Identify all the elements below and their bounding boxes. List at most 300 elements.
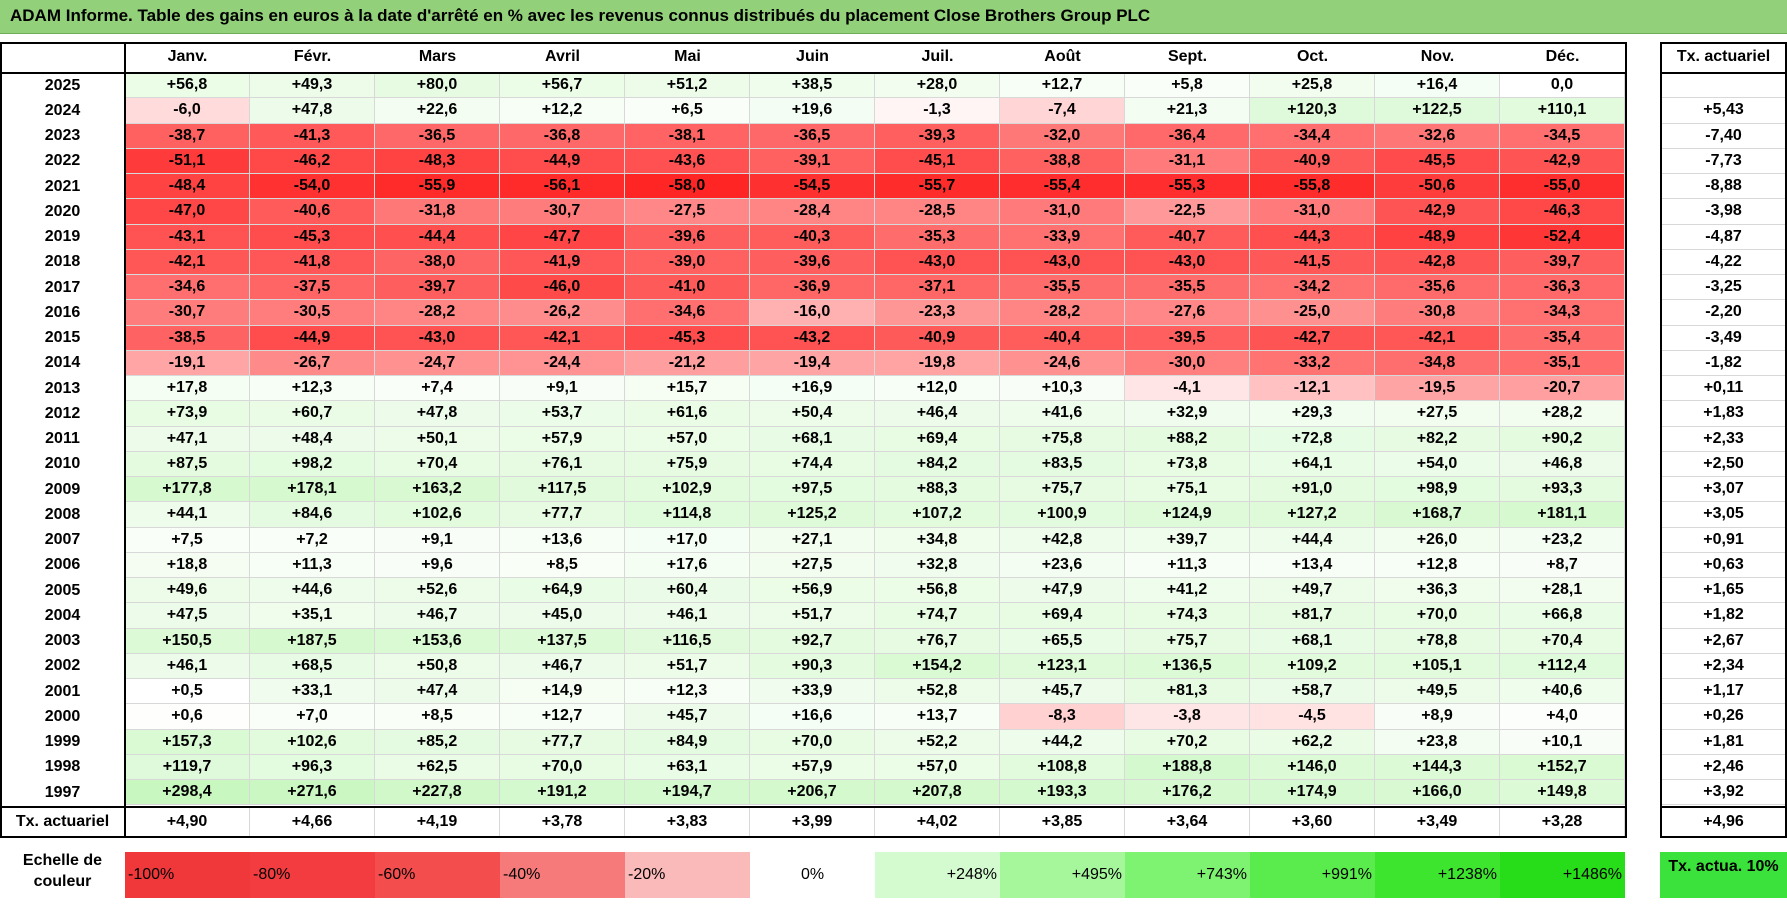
table-cell: +15,7: [625, 376, 750, 401]
table-cell: +109,2: [1250, 654, 1375, 679]
footer-cell: +4,19: [375, 807, 500, 837]
table-cell: +166,0: [1375, 780, 1500, 805]
legend-swatch: -80%: [250, 852, 375, 898]
table-cell: +17,6: [625, 553, 750, 578]
table-cell: +206,7: [750, 780, 875, 805]
table-cell: -43,0: [875, 250, 1000, 275]
table-cell: -24,6: [1000, 351, 1125, 376]
table-cell: -45,5: [1375, 149, 1500, 174]
table-cell: +11,3: [250, 553, 375, 578]
table-cell: -35,6: [1375, 275, 1500, 300]
table-cell: +50,8: [375, 654, 500, 679]
table-cell: +57,0: [625, 427, 750, 452]
table-cell: +49,5: [1375, 679, 1500, 704]
table-cell: +107,2: [875, 502, 1000, 527]
table-cell: +50,4: [750, 401, 875, 426]
legend-swatch: 0%: [750, 852, 875, 898]
table-cell: -19,8: [875, 351, 1000, 376]
table-cell: +227,8: [375, 780, 500, 805]
table-cell: -38,7: [125, 124, 250, 149]
table-cell: +298,4: [125, 780, 250, 805]
table-cell: +33,9: [750, 679, 875, 704]
table-cell: -39,6: [750, 250, 875, 275]
table-cell: +60,4: [625, 578, 750, 603]
table-cell: -31,0: [1000, 199, 1125, 224]
row-year: 2021: [44, 177, 81, 195]
table-cell: +10,3: [1000, 376, 1125, 401]
table-cell: -35,5: [1125, 275, 1250, 300]
table-cell: -3,8: [1125, 704, 1250, 729]
row-tx: +1,81: [1660, 730, 1787, 755]
table-cell: +93,3: [1500, 477, 1625, 502]
row-tx: +3,07: [1660, 477, 1787, 502]
legend-swatch: +1238%: [1375, 852, 1500, 898]
legend-swatch: +1486%: [1500, 852, 1625, 898]
table-cell: -39,7: [1500, 250, 1625, 275]
table-cell: +181,1: [1500, 502, 1625, 527]
column-header: Avril: [545, 48, 580, 65]
table-cell: +116,5: [625, 629, 750, 654]
table-cell: -28,4: [750, 199, 875, 224]
table-cell: -4,5: [1250, 704, 1375, 729]
row-year: 2006: [44, 556, 81, 574]
table-cell: +7,0: [250, 704, 375, 729]
table-cell: +69,4: [1000, 603, 1125, 628]
table-cell: +0,6: [125, 704, 250, 729]
row-year: 2010: [44, 455, 81, 473]
table-cell: +8,9: [1375, 704, 1500, 729]
column-header: Juil.: [921, 48, 954, 65]
table-cell: +9,1: [375, 528, 500, 553]
table-cell: +56,9: [750, 578, 875, 603]
table-cell: +73,8: [1125, 452, 1250, 477]
row-tx: +1,82: [1660, 603, 1787, 628]
table-cell: +12,7: [1000, 73, 1125, 98]
row-year: 2024: [44, 101, 81, 119]
table-cell: +68,1: [750, 427, 875, 452]
table-cell: -40,4: [1000, 326, 1125, 351]
table-cell: +60,7: [250, 401, 375, 426]
table-cell: +153,6: [375, 629, 500, 654]
table-cell: -52,4: [1500, 225, 1625, 250]
column-header: Déc.: [1545, 48, 1580, 65]
column-header: Sept.: [1167, 48, 1208, 65]
table-cell: -41,5: [1250, 250, 1375, 275]
column-header: Juin: [796, 48, 829, 65]
table-cell: +70,4: [1500, 629, 1625, 654]
row-tx: +2,33: [1660, 427, 1787, 452]
table-cell: +52,6: [375, 578, 500, 603]
row-year: 2011: [45, 430, 80, 448]
table-cell: +157,3: [125, 730, 250, 755]
table-cell: -47,7: [500, 225, 625, 250]
row-tx: +2,50: [1660, 452, 1787, 477]
table-cell: +51,2: [625, 73, 750, 98]
table-cell: -39,5: [1125, 326, 1250, 351]
column-header: Févr.: [293, 48, 332, 65]
row-year: 2020: [44, 202, 81, 220]
footer-cell: +3,85: [1000, 807, 1125, 837]
table-cell: +75,9: [625, 452, 750, 477]
table-cell: +6,5: [625, 98, 750, 123]
table-cell: -55,0: [1500, 174, 1625, 199]
row-year: 1999: [44, 733, 81, 751]
column-header: Janv.: [167, 48, 208, 65]
table-cell: +70,2: [1125, 730, 1250, 755]
table-cell: -42,9: [1375, 199, 1500, 224]
table-cell: -8,3: [1000, 704, 1125, 729]
table-cell: +75,8: [1000, 427, 1125, 452]
table-cell: -23,3: [875, 300, 1000, 325]
row-tx: +5,43: [1660, 98, 1787, 123]
table-cell: +149,8: [1500, 780, 1625, 805]
table-cell: +46,1: [125, 654, 250, 679]
row-year: 2013: [44, 379, 81, 397]
table-cell: -37,1: [875, 275, 1000, 300]
table-cell: -42,9: [1500, 149, 1625, 174]
table-cell: -39,0: [625, 250, 750, 275]
row-tx: +0,91: [1660, 528, 1787, 553]
table-cell: -28,2: [375, 300, 500, 325]
table-cell: -48,9: [1375, 225, 1500, 250]
table-cell: -16,0: [750, 300, 875, 325]
table-cell: +17,0: [625, 528, 750, 553]
table-cell: -33,2: [1250, 351, 1375, 376]
table-cell: +25,8: [1250, 73, 1375, 98]
row-tx: -4,87: [1660, 225, 1787, 250]
table-cell: +22,6: [375, 98, 500, 123]
table-cell: +188,8: [1125, 755, 1250, 780]
table-cell: +13,4: [1250, 553, 1375, 578]
table-cell: -55,8: [1250, 174, 1375, 199]
table-cell: +74,4: [750, 452, 875, 477]
table-cell: -36,5: [375, 124, 500, 149]
table-cell: -22,5: [1125, 199, 1250, 224]
table-cell: +35,1: [250, 603, 375, 628]
row-tx: -8,88: [1660, 174, 1787, 199]
table-cell: -26,7: [250, 351, 375, 376]
table-cell: +42,8: [1000, 528, 1125, 553]
table-cell: +194,7: [625, 780, 750, 805]
year-divider: [124, 42, 126, 837]
table-cell: +73,9: [125, 401, 250, 426]
table-cell: +7,2: [250, 528, 375, 553]
table-cell: -20,7: [1500, 376, 1625, 401]
table-cell: -30,7: [125, 300, 250, 325]
page-title: ADAM Informe. Table des gains en euros à la date d'arrêté en % avec les revenus connus distribués du placement Close Brothers Group PLC: [10, 6, 1151, 25]
table-cell: +8,5: [500, 553, 625, 578]
footer-cell: +4,90: [125, 807, 250, 837]
row-year: 2019: [44, 228, 81, 246]
table-cell: +108,8: [1000, 755, 1125, 780]
row-tx: +1,17: [1660, 679, 1787, 704]
table-cell: +51,7: [625, 654, 750, 679]
table-cell: -45,3: [625, 326, 750, 351]
table-cell: +207,8: [875, 780, 1000, 805]
table-cell: +29,3: [1250, 401, 1375, 426]
table-cell: +5,8: [1125, 73, 1250, 98]
table-cell: -24,7: [375, 351, 500, 376]
table-cell: +46,4: [875, 401, 1000, 426]
table-cell: +62,2: [1250, 730, 1375, 755]
table-cell: +124,9: [1125, 502, 1250, 527]
row-year: 2023: [44, 127, 81, 145]
table-cell: +53,7: [500, 401, 625, 426]
table-cell: +44,6: [250, 578, 375, 603]
legend-swatch: +991%: [1250, 852, 1375, 898]
table-cell: +152,7: [1500, 755, 1625, 780]
table-cell: -32,0: [1000, 124, 1125, 149]
row-year: 2015: [44, 329, 81, 347]
row-tx: +0,11: [1660, 376, 1787, 401]
table-cell: -40,9: [1250, 149, 1375, 174]
table-cell: +102,6: [375, 502, 500, 527]
table-cell: +114,8: [625, 502, 750, 527]
table-cell: -41,0: [625, 275, 750, 300]
row-year: 2003: [44, 632, 81, 650]
table-cell: +9,1: [500, 376, 625, 401]
table-cell: +70,0: [1375, 603, 1500, 628]
table-cell: +117,5: [500, 477, 625, 502]
table-cell: +125,2: [750, 502, 875, 527]
table-cell: +16,4: [1375, 73, 1500, 98]
table-cell: -44,9: [250, 326, 375, 351]
table-cell: -42,1: [500, 326, 625, 351]
column-header: Nov.: [1420, 48, 1455, 65]
table-cell: -32,6: [1375, 124, 1500, 149]
table-cell: +12,8: [1375, 553, 1500, 578]
table-cell: +57,0: [875, 755, 1000, 780]
table-cell: -42,8: [1375, 250, 1500, 275]
table-cell: +105,1: [1375, 654, 1500, 679]
table-cell: -26,2: [500, 300, 625, 325]
legend-swatch: -100%: [125, 852, 250, 898]
table-cell: +168,7: [1375, 502, 1500, 527]
row-tx: -3,49: [1660, 326, 1787, 351]
table-cell: -33,9: [1000, 225, 1125, 250]
table-cell: +271,6: [250, 780, 375, 805]
table-cell: -19,5: [1375, 376, 1500, 401]
title-bar: [0, 0, 1787, 34]
table-cell: +191,2: [500, 780, 625, 805]
row-year: 2009: [44, 480, 81, 498]
table-cell: +47,1: [125, 427, 250, 452]
row-tx: -7,40: [1660, 124, 1787, 149]
table-cell: +91,0: [1250, 477, 1375, 502]
table-cell: +44,2: [1000, 730, 1125, 755]
table-cell: -36,3: [1500, 275, 1625, 300]
tx-legend: Tx. actua. 10%: [1660, 852, 1787, 898]
legend-swatch: -60%: [375, 852, 500, 898]
table-cell: +17,8: [125, 376, 250, 401]
table-cell: +12,3: [250, 376, 375, 401]
table-cell: +68,5: [250, 654, 375, 679]
table-cell: +69,4: [875, 427, 1000, 452]
table-cell: +76,7: [875, 629, 1000, 654]
table-cell: +70,0: [500, 755, 625, 780]
row-tx: +3,92: [1660, 780, 1787, 805]
table-cell: +45,7: [1000, 679, 1125, 704]
table-cell: +97,5: [750, 477, 875, 502]
table-cell: -36,9: [750, 275, 875, 300]
table-cell: -34,5: [1500, 124, 1625, 149]
table-cell: +64,9: [500, 578, 625, 603]
table-cell: -38,8: [1000, 149, 1125, 174]
table-cell: -1,3: [875, 98, 1000, 123]
row-year: 1998: [44, 758, 81, 776]
table-cell: +21,3: [1125, 98, 1250, 123]
table-cell: -34,4: [1250, 124, 1375, 149]
table-cell: +110,1: [1500, 98, 1625, 123]
table-cell: +0,5: [125, 679, 250, 704]
table-cell: -19,4: [750, 351, 875, 376]
table-cell: +62,5: [375, 755, 500, 780]
table-cell: +57,9: [750, 755, 875, 780]
table-cell: -40,3: [750, 225, 875, 250]
footer-label: Tx. actuariel: [15, 813, 110, 831]
table-cell: +34,8: [875, 528, 1000, 553]
row-tx: -4,22: [1660, 250, 1787, 275]
table-cell: +36,3: [1375, 578, 1500, 603]
legend-swatch: -20%: [625, 852, 750, 898]
table-cell: -46,3: [1500, 199, 1625, 224]
table-cell: +78,8: [1375, 629, 1500, 654]
table-cell: +74,3: [1125, 603, 1250, 628]
table-cell: +84,6: [250, 502, 375, 527]
table-cell: -51,1: [125, 149, 250, 174]
table-cell: +154,2: [875, 654, 1000, 679]
row-year: 2007: [44, 531, 81, 549]
table-cell: +8,7: [1500, 553, 1625, 578]
table-cell: +50,1: [375, 427, 500, 452]
table-cell: +44,4: [1250, 528, 1375, 553]
table-cell: +44,1: [125, 502, 250, 527]
table-cell: -44,9: [500, 149, 625, 174]
table-cell: +83,5: [1000, 452, 1125, 477]
table-cell: -35,1: [1500, 351, 1625, 376]
table-cell: -34,2: [1250, 275, 1375, 300]
table-cell: +56,8: [875, 578, 1000, 603]
table-cell: +23,2: [1500, 528, 1625, 553]
table-cell: +52,8: [875, 679, 1000, 704]
table-cell: +32,9: [1125, 401, 1250, 426]
header-divider: [0, 72, 1627, 74]
table-cell: -42,1: [125, 250, 250, 275]
header-divider-tx: [1660, 72, 1787, 74]
table-cell: -36,8: [500, 124, 625, 149]
table-cell: +63,1: [625, 755, 750, 780]
table-cell: +39,7: [1125, 528, 1250, 553]
footer-cell: +3,28: [1500, 807, 1625, 837]
table-cell: +75,1: [1125, 477, 1250, 502]
table-cell: +13,7: [875, 704, 1000, 729]
row-year: 2004: [44, 606, 81, 624]
table-cell: +27,5: [1375, 401, 1500, 426]
row-tx: +3,05: [1660, 502, 1787, 527]
table-cell: +64,1: [1250, 452, 1375, 477]
footer-cell: +4,02: [875, 807, 1000, 837]
table-cell: +18,8: [125, 553, 250, 578]
table-cell: +90,2: [1500, 427, 1625, 452]
table-cell: +85,2: [375, 730, 500, 755]
table-cell: +27,5: [750, 553, 875, 578]
table-cell: +177,8: [125, 477, 250, 502]
table-cell: +46,1: [625, 603, 750, 628]
table-cell: +41,2: [1125, 578, 1250, 603]
table-cell: -25,0: [1250, 300, 1375, 325]
row-year: 2000: [44, 707, 81, 725]
table-cell: +46,7: [500, 654, 625, 679]
table-cell: +27,1: [750, 528, 875, 553]
table-cell: +122,5: [1375, 98, 1500, 123]
row-year: 2008: [44, 505, 81, 523]
table-cell: +47,4: [375, 679, 500, 704]
table-cell: -27,5: [625, 199, 750, 224]
table-cell: +82,2: [1375, 427, 1500, 452]
table-cell: -34,6: [625, 300, 750, 325]
table-cell: +98,9: [1375, 477, 1500, 502]
table-cell: +56,7: [500, 73, 625, 98]
row-year: 2025: [44, 76, 81, 94]
table-cell: +11,3: [1125, 553, 1250, 578]
table-cell: -41,8: [250, 250, 375, 275]
table-cell: +100,9: [1000, 502, 1125, 527]
table-cell: -55,3: [1125, 174, 1250, 199]
table-cell: +123,1: [1000, 654, 1125, 679]
table-cell: +12,2: [500, 98, 625, 123]
column-header: Août: [1044, 48, 1081, 65]
table-cell: +19,6: [750, 98, 875, 123]
table-cell: +26,0: [1375, 528, 1500, 553]
table-cell: +136,5: [1125, 654, 1250, 679]
table-cell: +52,2: [875, 730, 1000, 755]
table-cell: -37,5: [250, 275, 375, 300]
table-cell: +174,9: [1250, 780, 1375, 805]
table-cell: -45,3: [250, 225, 375, 250]
table-cell: -39,7: [375, 275, 500, 300]
table-cell: +51,7: [750, 603, 875, 628]
table-cell: 0,0: [1500, 73, 1625, 98]
table-cell: -7,4: [1000, 98, 1125, 123]
footer-cell: +3,60: [1250, 807, 1375, 837]
row-tx: +1,83: [1660, 401, 1787, 426]
row-tx: -2,20: [1660, 300, 1787, 325]
table-cell: +146,0: [1250, 755, 1375, 780]
table-cell: -31,8: [375, 199, 500, 224]
footer-cell: +3,83: [625, 807, 750, 837]
table-cell: -19,1: [125, 351, 250, 376]
table-cell: -41,3: [250, 124, 375, 149]
table-cell: -6,0: [125, 98, 250, 123]
table-cell: -47,0: [125, 199, 250, 224]
table-cell: +58,7: [1250, 679, 1375, 704]
legend-swatch: +248%: [875, 852, 1000, 898]
table-cell: -34,6: [125, 275, 250, 300]
table-cell: -34,8: [1375, 351, 1500, 376]
table-cell: -35,4: [1500, 326, 1625, 351]
table-cell: +28,2: [1500, 401, 1625, 426]
table-cell: +70,0: [750, 730, 875, 755]
table-cell: +90,3: [750, 654, 875, 679]
table-cell: -44,4: [375, 225, 500, 250]
table-cell: +75,7: [1000, 477, 1125, 502]
table-cell: -55,4: [1000, 174, 1125, 199]
table-cell: +61,6: [625, 401, 750, 426]
table-cell: -38,5: [125, 326, 250, 351]
table-cell: -54,5: [750, 174, 875, 199]
table-cell: +81,3: [1125, 679, 1250, 704]
row-tx: +2,34: [1660, 654, 1787, 679]
